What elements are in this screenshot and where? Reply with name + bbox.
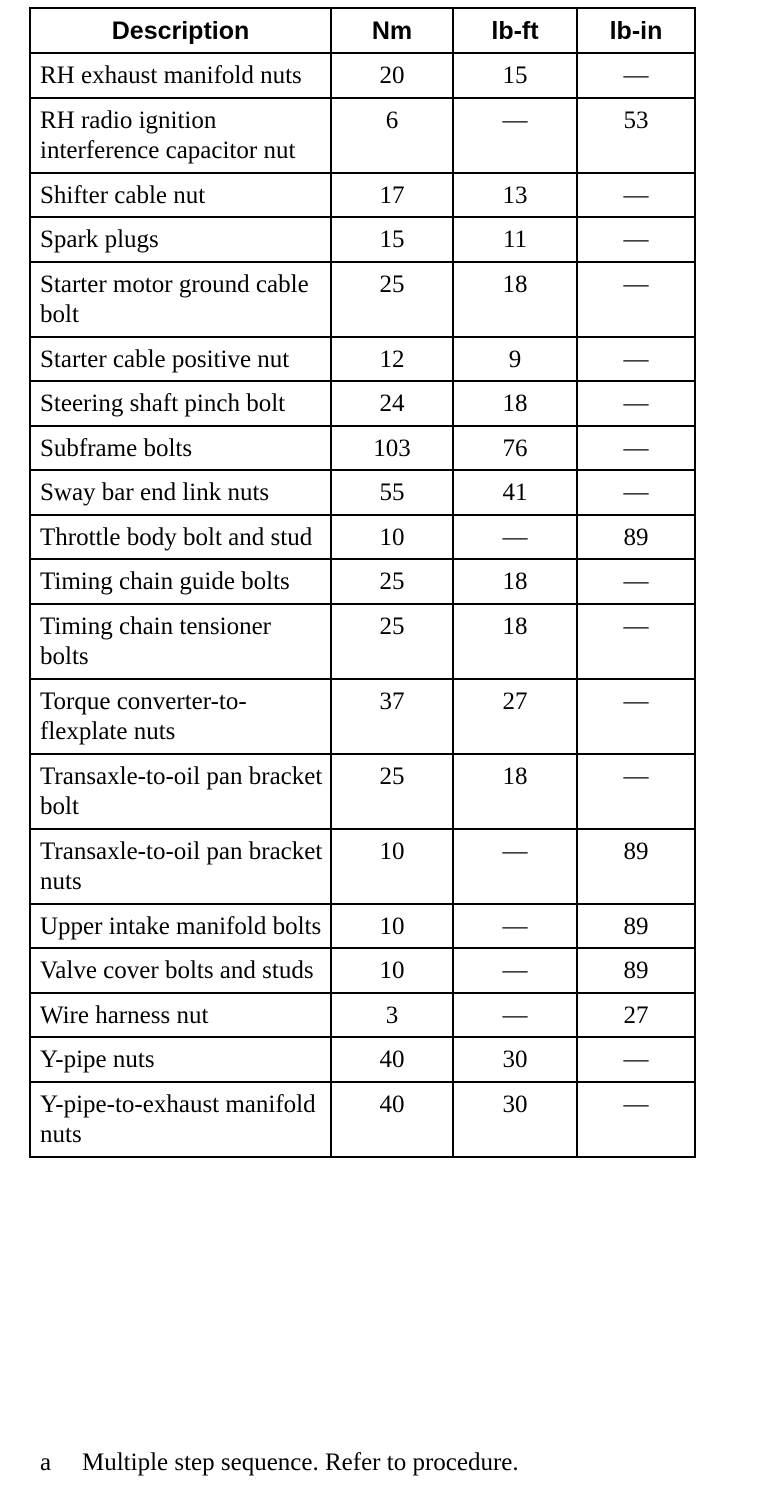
cell-nm: 6 <box>331 98 453 173</box>
cell-description: Upper intake manifold bolts <box>30 904 331 949</box>
cell-lbft: 18 <box>453 559 577 604</box>
cell-nm: 12 <box>331 337 453 382</box>
cell-lbin: — <box>577 754 695 829</box>
table-row <box>30 1037 695 1082</box>
column-header-description: Description <box>30 8 331 53</box>
cell-description: Timing chain tensioner bolts <box>30 604 331 679</box>
cell-lbin: — <box>577 337 695 382</box>
table-row <box>30 381 695 426</box>
footnote-text: Multiple step sequence. Refer to procedure. <box>82 1449 519 1476</box>
table-header <box>30 8 695 53</box>
cell-lbft: 18 <box>453 754 577 829</box>
cell-description: Spark plugs <box>30 217 331 262</box>
cell-nm: 103 <box>331 426 453 471</box>
cell-lbin: — <box>577 1037 695 1082</box>
table-row <box>30 470 695 515</box>
cell-lbft: 30 <box>453 1082 577 1157</box>
table-row <box>30 604 695 679</box>
cell-description: RH radio ignition interference capacitor nut <box>30 98 331 173</box>
cell-description: Timing chain guide bolts <box>30 559 331 604</box>
cell-lbft: — <box>453 98 577 173</box>
table-row <box>30 754 695 829</box>
cell-lbin: 89 <box>577 515 695 560</box>
cell-nm: 37 <box>331 679 453 754</box>
cell-nm: 25 <box>331 559 453 604</box>
cell-lbin: — <box>577 470 695 515</box>
cell-lbft: 18 <box>453 262 577 337</box>
cell-nm: 10 <box>331 948 453 993</box>
table-row <box>30 948 695 993</box>
table-row <box>30 559 695 604</box>
cell-lbin: — <box>577 426 695 471</box>
cell-lbft: 18 <box>453 604 577 679</box>
cell-description: Sway bar end link nuts <box>30 470 331 515</box>
cell-lbin: 89 <box>577 948 695 993</box>
cell-description: Throttle body bolt and stud <box>30 515 331 560</box>
table-row <box>30 829 695 904</box>
cell-description: Starter motor ground cable bolt <box>30 262 331 337</box>
footnote <box>40 1447 519 1479</box>
cell-description: Steering shaft pinch bolt <box>30 381 331 426</box>
cell-lbft: — <box>453 993 577 1038</box>
table-row <box>30 173 695 218</box>
cell-lbin: 89 <box>577 829 695 904</box>
cell-lbft: 11 <box>453 217 577 262</box>
column-header-lbft: lb-ft <box>453 8 577 53</box>
cell-description: Subframe bolts <box>30 426 331 471</box>
cell-lbin: — <box>577 1082 695 1157</box>
cell-lbin: — <box>577 53 695 98</box>
cell-lbft: 27 <box>453 679 577 754</box>
cell-lbin: — <box>577 381 695 426</box>
cell-nm: 25 <box>331 754 453 829</box>
cell-lbin: — <box>577 173 695 218</box>
table-row <box>30 217 695 262</box>
cell-nm: 10 <box>331 515 453 560</box>
cell-lbin: — <box>577 262 695 337</box>
cell-lbin: 53 <box>577 98 695 173</box>
cell-description: Valve cover bolts and studs <box>30 948 331 993</box>
header-row <box>30 8 695 53</box>
column-header-lbin: lb-in <box>577 8 695 53</box>
torque-specifications-table <box>29 7 696 1158</box>
cell-description: Wire harness nut <box>30 993 331 1038</box>
cell-lbft: — <box>453 515 577 560</box>
cell-nm: 10 <box>331 904 453 949</box>
cell-lbin: 89 <box>577 904 695 949</box>
table-row <box>30 1082 695 1157</box>
cell-description: Starter cable positive nut <box>30 337 331 382</box>
cell-lbft: 13 <box>453 173 577 218</box>
table-row <box>30 426 695 471</box>
cell-description: Shifter cable nut <box>30 173 331 218</box>
cell-nm: 3 <box>331 993 453 1038</box>
cell-lbin: — <box>577 604 695 679</box>
cell-nm: 10 <box>331 829 453 904</box>
cell-lbft: 18 <box>453 381 577 426</box>
cell-lbft: — <box>453 829 577 904</box>
cell-nm: 40 <box>331 1082 453 1157</box>
cell-nm: 24 <box>331 381 453 426</box>
cell-description: Transaxle-to-oil pan bracket nuts <box>30 829 331 904</box>
table-row <box>30 98 695 173</box>
table-row <box>30 679 695 754</box>
cell-lbft: 9 <box>453 337 577 382</box>
table-row <box>30 262 695 337</box>
cell-description: Y-pipe nuts <box>30 1037 331 1082</box>
table-row <box>30 515 695 560</box>
cell-description: Y-pipe-to-exhaust manifold nuts <box>30 1082 331 1157</box>
table-row <box>30 904 695 949</box>
table-body <box>30 53 695 1157</box>
cell-nm: 25 <box>331 604 453 679</box>
cell-description: Transaxle-to-oil pan bracket bolt <box>30 754 331 829</box>
cell-nm: 17 <box>331 173 453 218</box>
cell-lbin: 27 <box>577 993 695 1038</box>
cell-lbin: — <box>577 559 695 604</box>
cell-lbin: — <box>577 217 695 262</box>
cell-lbft: 41 <box>453 470 577 515</box>
cell-lbft: 76 <box>453 426 577 471</box>
cell-nm: 15 <box>331 217 453 262</box>
table-row <box>30 337 695 382</box>
cell-lbft: 15 <box>453 53 577 98</box>
cell-nm: 55 <box>331 470 453 515</box>
cell-lbft: — <box>453 948 577 993</box>
table-row <box>30 53 695 98</box>
cell-nm: 40 <box>331 1037 453 1082</box>
footnote-marker: a <box>40 1449 52 1476</box>
cell-lbft: — <box>453 904 577 949</box>
table-row <box>30 993 695 1038</box>
cell-nm: 20 <box>331 53 453 98</box>
cell-nm: 25 <box>331 262 453 337</box>
cell-lbin: — <box>577 679 695 754</box>
cell-description: Torque converter-to-flexplate nuts <box>30 679 331 754</box>
column-header-nm: Nm <box>331 8 453 53</box>
cell-lbft: 30 <box>453 1037 577 1082</box>
cell-description: RH exhaust manifold nuts <box>30 53 331 98</box>
